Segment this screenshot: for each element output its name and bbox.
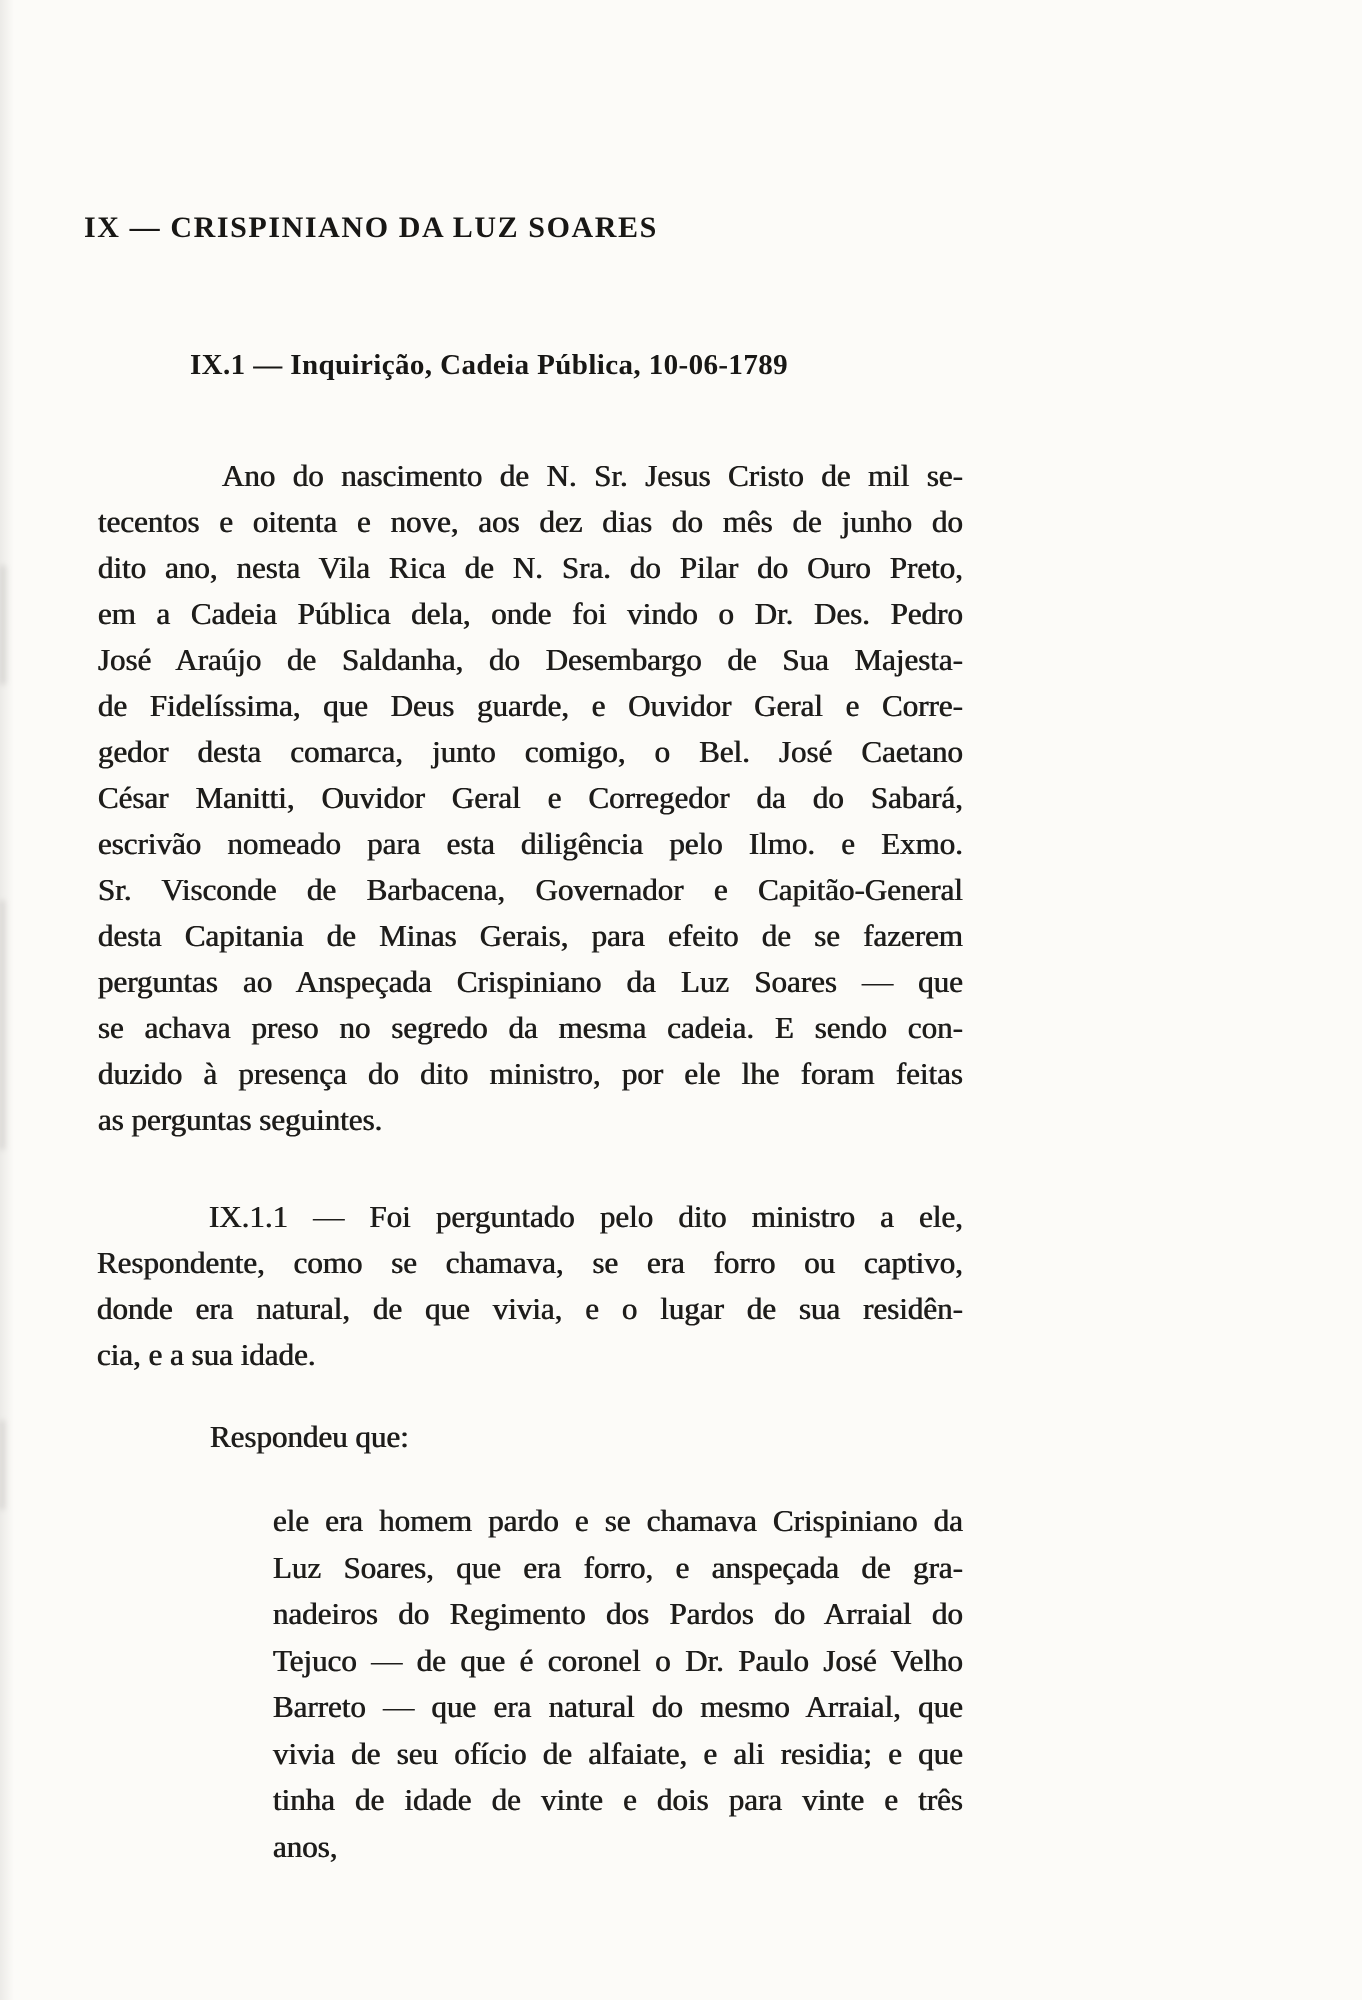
text-line: José Araújo de Saldanha, do Desembargo de Sua Majesta-	[98, 642, 963, 677]
scan-smudge	[0, 900, 5, 1150]
text-line: Barreto — que era natural do mesmo Arraial, que	[273, 1689, 963, 1724]
text-line: Sr. Visconde de Barbacena, Governador e Capitão-General	[98, 872, 963, 907]
text-line: IX.1.1 — Foi perguntado pelo dito ministro a ele,	[209, 1199, 963, 1234]
text-line: tecentos e oitenta e nove, aos dez dias do mês de junho do	[98, 504, 963, 539]
text-line: perguntas ao Anspeçada Crispiniano da Luz Soares — que	[98, 964, 963, 999]
text-line: tinha de idade de vinte e dois para vinte e três	[273, 1782, 963, 1817]
text-line: desta Capitania de Minas Gerais, para efeito de se fazerem	[98, 918, 963, 953]
text-line: César Manitti, Ouvidor Geral e Corregedor da do Sabará,	[98, 780, 963, 815]
scan-smudge	[0, 565, 6, 685]
text-line: Luz Soares, que era forro, e anspeçada de gra-	[273, 1549, 963, 1585]
text-line: as perguntas seguintes.	[98, 1102, 383, 1137]
response-paragraph	[273, 1498, 963, 1870]
question-paragraph	[97, 1194, 963, 1378]
response-intro: Respondeu que:	[210, 1419, 409, 1454]
text-line: Ano do nascimento de N. Sr. Jesus Cristo de mil se-	[222, 458, 963, 493]
text-line: duzido à presença do dito ministro, por ele lhe foram feitas	[98, 1056, 963, 1091]
text-line: donde era natural, de que vivia, e o lugar de sua residên-	[97, 1291, 963, 1326]
text-line: vivia de seu ofício de alfaiate, e ali residia; e que	[273, 1735, 963, 1771]
opening-paragraph	[98, 453, 963, 1143]
text-line: ele era homem pardo e se chamava Crispiniano da	[273, 1503, 963, 1538]
text-line: cia, e a sua idade.	[97, 1337, 316, 1372]
chapter-heading: IX — CRISPINIANO DA LUZ SOARES	[84, 211, 658, 244]
text-line: se achava preso no segredo da mesma cadeia. E sendo con-	[98, 1010, 963, 1045]
text-line: Respondente, como se chamava, se era forro ou captivo,	[97, 1245, 963, 1280]
text-line: anos,	[273, 1828, 338, 1864]
scan-smudge	[0, 1420, 5, 1510]
text-line: gedor desta comarca, junto comigo, o Bel. José Caetano	[98, 734, 963, 769]
text-line: de Fidelíssima, que Deus guarde, e Ouvidor Geral e Corre-	[98, 688, 963, 723]
text-line: escrivão nomeado para esta diligência pelo Ilmo. e Exmo.	[98, 826, 963, 861]
text-line: dito ano, nesta Vila Rica de N. Sra. do Pilar do Ouro Preto,	[98, 550, 963, 585]
text-line: Tejuco — de que é coronel o Dr. Paulo José Velho	[273, 1642, 963, 1678]
section-heading: IX.1 — Inquirição, Cadeia Pública, 10-06-1789	[190, 349, 789, 381]
text-line: nadeiros do Regimento dos Pardos do Arraial do	[273, 1596, 963, 1631]
text-line: em a Cadeia Pública dela, onde foi vindo o Dr. Des. Pedro	[98, 596, 963, 631]
